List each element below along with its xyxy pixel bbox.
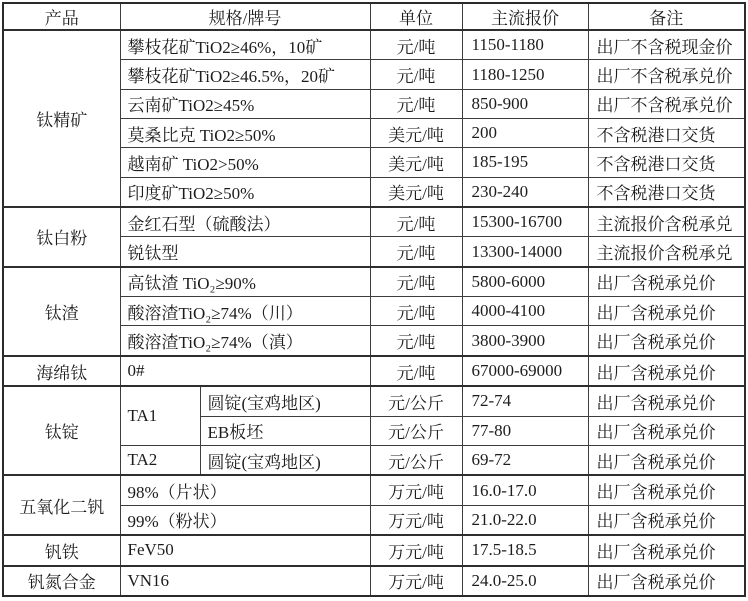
price-cell: 200: [462, 119, 588, 148]
price-cell: 21.0-22.0: [462, 505, 588, 535]
spec-cell: VN16: [120, 566, 370, 597]
unit-cell: 元/公斤: [370, 386, 462, 416]
grade-cell: TA2: [120, 445, 200, 475]
price-cell: 4000-4100: [462, 297, 588, 326]
price-cell: 850-900: [462, 89, 588, 118]
unit-cell: 元/吨: [370, 30, 462, 60]
note-cell: 出厂不含税承兑价: [588, 60, 745, 89]
table-row: [3, 535, 745, 565]
unit-cell: 元/吨: [370, 267, 462, 297]
spec-cell: 98%（片状）: [120, 475, 370, 505]
note-cell: 出厂含税承兑价: [588, 356, 745, 386]
price-table: [2, 2, 746, 597]
spec-cell: 酸溶渣TiO₂≥74%（川）: [120, 297, 370, 326]
price-cell: 185-195: [462, 148, 588, 177]
note-cell: 出厂含税承兑价: [588, 267, 745, 297]
table-row: [3, 386, 745, 416]
spec-cell: 高钛渣 TiO₂≥90%: [120, 267, 370, 297]
spec-cell: 酸溶渣TiO₂≥74%（滇）: [120, 326, 370, 356]
unit-cell: 元/吨: [370, 207, 462, 237]
note-cell: 出厂含税承兑价: [588, 535, 745, 565]
header-spec: 规格/牌号: [120, 3, 370, 30]
spec-cell: 99%（粉状）: [120, 505, 370, 535]
table-row: [3, 267, 745, 297]
table-row: [3, 475, 745, 505]
note-cell: 出厂含税承兑价: [588, 475, 745, 505]
table-row: [3, 356, 745, 386]
unit-cell: 元/吨: [370, 237, 462, 267]
note-cell: 不含税港口交货: [588, 177, 745, 207]
product-cell: 钛锭: [3, 386, 120, 475]
spec-cell: 攀枝花矿TiO2≥46%，10矿: [120, 30, 370, 60]
spec-cell: 攀枝花矿TiO2≥46.5%，20矿: [120, 60, 370, 89]
spec-cell: 莫桑比克 TiO2≥50%: [120, 119, 370, 148]
header-product: 产品: [3, 3, 120, 30]
note-cell: 出厂含税承兑价: [588, 297, 745, 326]
header-price: 主流报价: [462, 3, 588, 30]
price-cell: 1150-1180: [462, 30, 588, 60]
product-cell: 钒氮合金: [3, 566, 120, 597]
spec-cell: 印度矿TiO2≥50%: [120, 177, 370, 207]
product-cell: 钛精矿: [3, 30, 120, 207]
table-row: [3, 566, 745, 597]
price-cell: 72-74: [462, 386, 588, 416]
price-cell: 15300-16700: [462, 207, 588, 237]
price-cell: 67000-69000: [462, 356, 588, 386]
unit-cell: 元/公斤: [370, 416, 462, 445]
price-cell: 1180-1250: [462, 60, 588, 89]
unit-cell: 元/吨: [370, 60, 462, 89]
note-cell: 不含税港口交货: [588, 119, 745, 148]
price-cell: 17.5-18.5: [462, 535, 588, 565]
unit-cell: 万元/吨: [370, 505, 462, 535]
product-cell: 五氧化二钒: [3, 475, 120, 535]
price-cell: 3800-3900: [462, 326, 588, 356]
header-note: 备注: [588, 3, 745, 30]
grade-cell: TA1: [120, 386, 200, 445]
unit-cell: 元/公斤: [370, 445, 462, 475]
product-cell: 钒铁: [3, 535, 120, 565]
price-cell: 5800-6000: [462, 267, 588, 297]
spec-cell: 金红石型（硫酸法）: [120, 207, 370, 237]
spec-cell: 锐钛型: [120, 237, 370, 267]
table-row: [3, 30, 745, 60]
unit-cell: 美元/吨: [370, 177, 462, 207]
unit-cell: 万元/吨: [370, 566, 462, 597]
unit-cell: 元/吨: [370, 89, 462, 118]
header-unit: 单位: [370, 3, 462, 30]
price-cell: 13300-14000: [462, 237, 588, 267]
product-cell: 海绵钛: [3, 356, 120, 386]
spec-cell: 圆锭(宝鸡地区): [200, 445, 370, 475]
spec-cell: 云南矿TiO2≥45%: [120, 89, 370, 118]
note-cell: 出厂含税承兑价: [588, 566, 745, 597]
header-row: [3, 3, 745, 30]
spec-cell: 越南矿 TiO2>50%: [120, 148, 370, 177]
price-cell: 230-240: [462, 177, 588, 207]
note-cell: 出厂含税承兑价: [588, 445, 745, 475]
unit-cell: 美元/吨: [370, 148, 462, 177]
note-cell: 主流报价含税承兑: [588, 237, 745, 267]
table-row: [3, 207, 745, 237]
price-cell: 77-80: [462, 416, 588, 445]
note-cell: 出厂不含税承兑价: [588, 89, 745, 118]
product-cell: 钛渣: [3, 267, 120, 356]
note-cell: 出厂含税承兑价: [588, 416, 745, 445]
spec-cell: FeV50: [120, 535, 370, 565]
unit-cell: 元/吨: [370, 356, 462, 386]
note-cell: 出厂不含税现金价: [588, 30, 745, 60]
product-cell: 钛白粉: [3, 207, 120, 267]
unit-cell: 元/吨: [370, 326, 462, 356]
note-cell: 主流报价含税承兑: [588, 207, 745, 237]
unit-cell: 万元/吨: [370, 475, 462, 505]
spec-cell: 圆锭(宝鸡地区): [200, 386, 370, 416]
note-cell: 出厂含税承兑价: [588, 326, 745, 356]
note-cell: 出厂含税承兑价: [588, 386, 745, 416]
price-cell: 16.0-17.0: [462, 475, 588, 505]
note-cell: 出厂含税承兑价: [588, 505, 745, 535]
unit-cell: 元/吨: [370, 297, 462, 326]
spec-cell: EB板坯: [200, 416, 370, 445]
unit-cell: 万元/吨: [370, 535, 462, 565]
price-cell: 24.0-25.0: [462, 566, 588, 597]
unit-cell: 美元/吨: [370, 119, 462, 148]
spec-cell: 0#: [120, 356, 370, 386]
price-cell: 69-72: [462, 445, 588, 475]
note-cell: 不含税港口交货: [588, 148, 745, 177]
